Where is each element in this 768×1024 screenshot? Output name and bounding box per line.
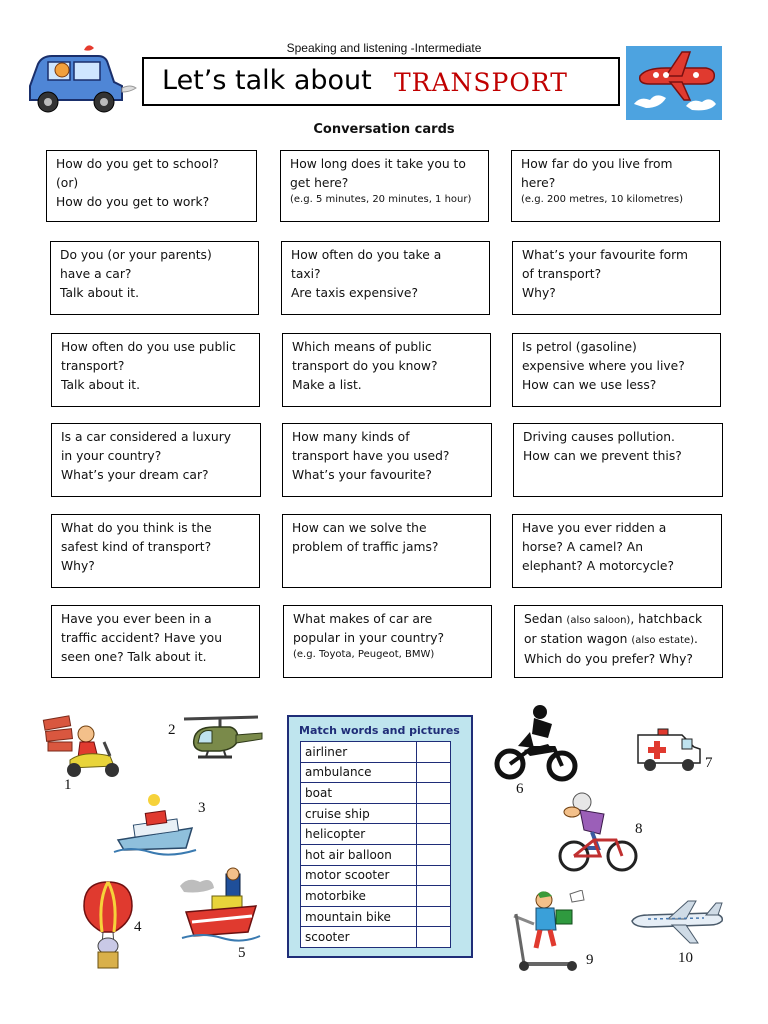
match-title: Match words and pictures — [299, 724, 460, 737]
conversation-card: Do you (or your parents) have a car? Talk about it. — [50, 241, 259, 315]
airliner-icon — [628, 899, 726, 945]
picture-number: 5 — [238, 945, 246, 961]
answer-cell[interactable] — [417, 742, 451, 763]
mountain-bike-icon — [554, 790, 640, 874]
match-words-box — [287, 715, 473, 958]
table-row: mountain bike — [301, 906, 451, 927]
picture-number: 7 — [705, 755, 713, 771]
table-row: helicopter — [301, 824, 451, 845]
picture-number: 10 — [678, 950, 693, 966]
car-icon — [18, 42, 138, 118]
conversation-card: How can we solve the problem of traffic jams? — [282, 514, 491, 588]
conversation-card: How long does it take you to get here? (e.g. 5 minutes, 20 minutes, 1 hour) — [280, 150, 489, 222]
worksheet-subtitle: Speaking and listening -Intermediate — [286, 41, 482, 55]
answer-cell[interactable] — [417, 783, 451, 804]
conversation-card: How often do you take a taxi? Are taxis expensive? — [281, 241, 490, 315]
motor-scooter-icon — [40, 712, 128, 778]
match-table — [300, 741, 451, 948]
conversation-card: What do you think is the safest kind of transport? Why? — [51, 514, 260, 588]
answer-cell[interactable] — [417, 803, 451, 824]
table-row: boat — [301, 783, 451, 804]
conversation-card: How often do you use public transport? Talk about it. — [51, 333, 260, 407]
answer-cell[interactable] — [417, 865, 451, 886]
picture-number: 1 — [64, 777, 72, 793]
conversation-card: Which means of public transport do you know? Make a list. — [282, 333, 491, 407]
title-accent-text: TRANSPORT — [394, 68, 568, 97]
picture-number: 9 — [586, 952, 594, 968]
hot-air-balloon-icon — [80, 880, 136, 972]
answer-cell[interactable] — [417, 927, 451, 948]
conversation-card: Is petrol (gasoline) expensive where you live? How can we use less? — [512, 333, 721, 407]
answer-cell[interactable] — [417, 824, 451, 845]
kick-scooter-icon — [510, 890, 590, 972]
answer-cell[interactable] — [417, 844, 451, 865]
table-row: hot air balloon — [301, 844, 451, 865]
picture-number: 6 — [516, 781, 524, 797]
picture-number: 4 — [134, 919, 142, 935]
section-heading: Conversation cards — [313, 122, 455, 137]
picture-number: 3 — [198, 800, 206, 816]
conversation-card: Have you ever ridden a horse? A camel? An elephant? A motorcycle? — [512, 514, 722, 588]
boat-icon — [172, 866, 262, 944]
title-text: Let’s talk about — [162, 65, 372, 96]
table-row: motorbike — [301, 886, 451, 907]
table-row: ambulance — [301, 762, 451, 783]
picture-number: 8 — [635, 821, 643, 837]
answer-cell[interactable] — [417, 762, 451, 783]
table-row: airliner — [301, 742, 451, 763]
conversation-card: Have you ever been in a traffic accident? Have you seen one? Talk about it. — [51, 605, 260, 678]
answer-cell[interactable] — [417, 886, 451, 907]
conversation-card: What’s your favourite form of transport? Why? — [512, 241, 721, 315]
conversation-card: How far do you live from here? (e.g. 200 metres, 10 kilometres) — [511, 150, 720, 222]
conversation-card: What makes of car are popular in your country? (e.g. Toyota, Peugeot, BMW) — [283, 605, 492, 678]
airplane-icon — [626, 46, 722, 120]
table-row: cruise ship — [301, 803, 451, 824]
conversation-card: How many kinds of transport have you used? What’s your favourite? — [282, 423, 492, 497]
ambulance-icon — [634, 727, 704, 773]
picture-number: 2 — [168, 722, 176, 738]
cruise-ship-icon — [110, 792, 200, 858]
motorbike-icon — [494, 704, 578, 782]
conversation-card: Is a car considered a luxury in your country? What’s your dream car? — [51, 423, 261, 497]
helicopter-icon — [180, 713, 266, 765]
table-row: motor scooter — [301, 865, 451, 886]
answer-cell[interactable] — [417, 906, 451, 927]
conversation-card: How do you get to school? (or) How do you get to work? — [46, 150, 257, 222]
table-row: scooter — [301, 927, 451, 948]
title-box — [142, 57, 620, 106]
conversation-card: Sedan (also saloon), hatchback or station wagon (also estate). Which do you prefer? Why? — [514, 605, 723, 678]
conversation-card: Driving causes pollution. How can we prevent this? — [513, 423, 723, 497]
